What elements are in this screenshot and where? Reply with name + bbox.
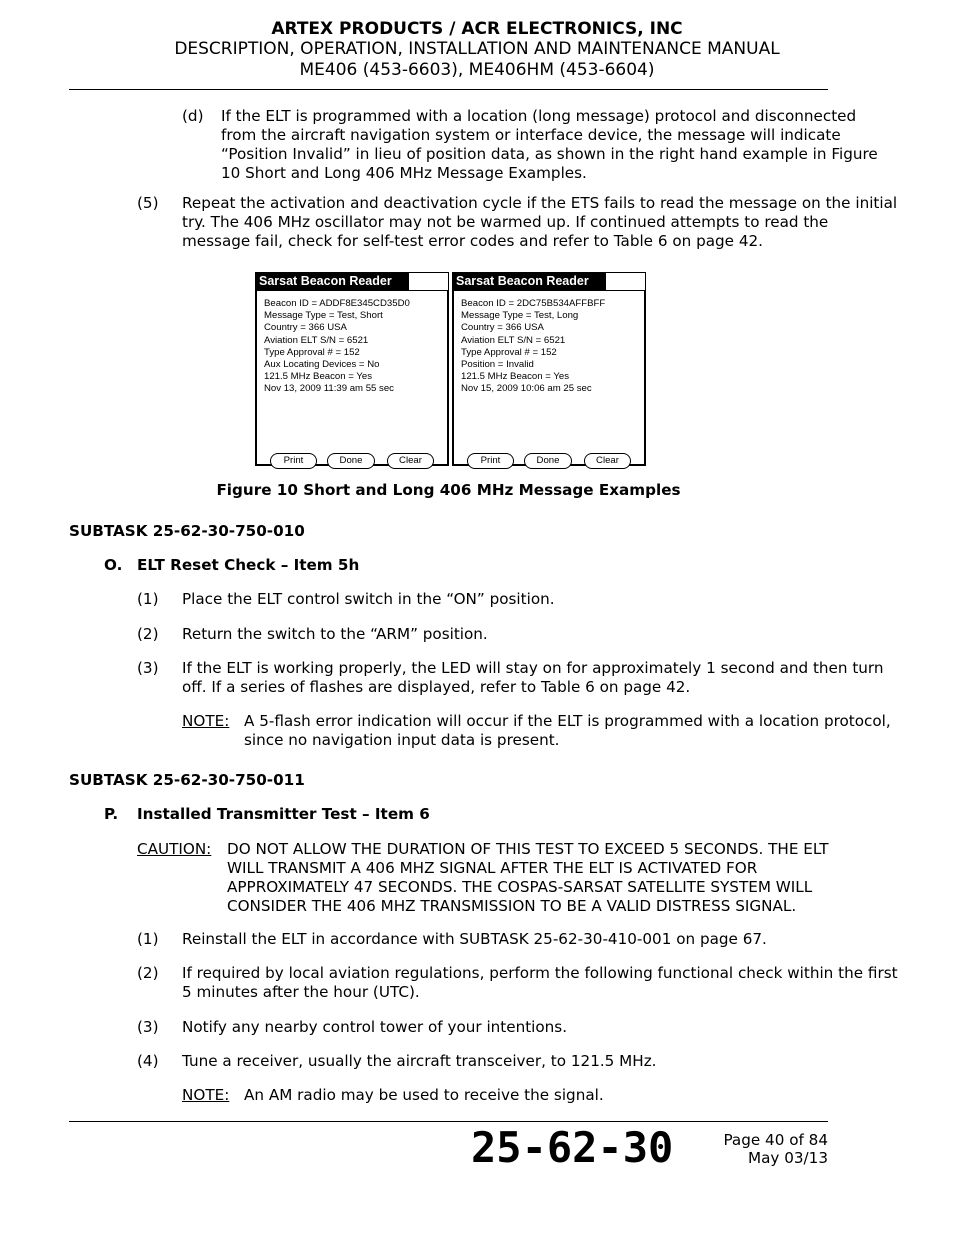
step-text xyxy=(182,964,898,1002)
header-manual-title: DESCRIPTION, OPERATION, INSTALLATION AND MAINTENANCE MANUAL xyxy=(174,39,780,59)
note-line: A 5-flash error indication will occur if the ELT is programmed with a location protocol, xyxy=(244,712,891,730)
step-label: (1) xyxy=(137,590,159,608)
step-text: Tune a receiver, usually the aircraft transceiver, to 121.5 MHz. xyxy=(182,1052,657,1070)
step-label: (4) xyxy=(137,1052,159,1070)
revision-date: May 03/13 xyxy=(748,1149,828,1167)
step-5-text xyxy=(182,194,897,251)
section-letter: P. xyxy=(104,805,119,823)
note-text xyxy=(244,712,891,750)
page-number: Page 40 of 84 xyxy=(723,1131,828,1149)
section-title: ELT Reset Check – Item 5h xyxy=(137,556,360,574)
message-line: Aviation ELT S/N = 6521 xyxy=(264,334,369,346)
panel-title: Sarsat Beacon Reader xyxy=(256,273,409,290)
step-d-line: If the ELT is programmed with a location (long message) protocol and disconnected xyxy=(221,107,857,125)
note-label: NOTE: xyxy=(182,712,230,730)
step-5-line: message fail, check for self-test error codes and refer to Table 6 on page 42. xyxy=(182,232,763,250)
beacon-reader-panel-short xyxy=(255,272,449,466)
step-text: Place the ELT control switch in the “ON” position. xyxy=(182,590,555,608)
caution-text xyxy=(227,840,829,916)
done-button[interactable]: Done xyxy=(327,453,375,469)
step-text: Notify any nearby control tower of your intentions. xyxy=(182,1018,568,1036)
step-d-text xyxy=(221,107,878,183)
doc-number: 25-62-30 xyxy=(471,1123,674,1172)
message-line: Position = Invalid xyxy=(461,359,534,370)
step-label: (3) xyxy=(137,1018,159,1036)
header-company: ARTEX PRODUCTS / ACR ELECTRONICS, INC xyxy=(271,19,683,39)
step-line: If the ELT is working properly, the LED will stay on for approximately 1 second and then turn xyxy=(182,659,884,677)
message-line: 121.5 MHz Beacon = Yes xyxy=(461,371,570,383)
print-button[interactable]: Print xyxy=(467,453,514,469)
step-line: off. If a series of flashes are displayed, refer to Table 6 on page 42. xyxy=(182,678,691,696)
caution-line: DO NOT ALLOW THE DURATION OF THIS TEST TO EXCEED 5 SECONDS. THE ELT xyxy=(227,840,829,858)
step-d-line: “Position Invalid” in lieu of position data, as shown in the right hand example in Figure xyxy=(221,145,878,163)
message-line: Message Type = Test, Short xyxy=(264,310,383,322)
step-5-label: (5) xyxy=(137,194,159,212)
print-button[interactable]: Print xyxy=(270,453,317,469)
caution-line: CONSIDER THE 406 MHZ TRANSMISSION TO BE A VALID DISTRESS SIGNAL. xyxy=(227,897,797,915)
message-line: Country = 366 USA xyxy=(461,322,544,334)
step-d-line: from the aircraft navigation system or interface device, the message will indicate xyxy=(221,126,841,144)
caution-line: WILL TRANSMIT A 406 MHZ SIGNAL AFTER THE ELT IS ACTIVATED FOR xyxy=(227,859,758,877)
message-line: Aviation ELT S/N = 6521 xyxy=(461,334,566,346)
subtask-title: SUBTASK 25-62-30-750-010 xyxy=(69,522,305,540)
caution-line: APPROXIMATELY 47 SECONDS. THE COSPAS-SARSAT SATELLITE SYSTEM WILL xyxy=(227,878,813,896)
message-line: 121.5 MHz Beacon = Yes xyxy=(264,371,373,383)
message-line: Beacon ID = 2DC75B534AFFBFF xyxy=(461,298,606,309)
step-label: (2) xyxy=(137,625,159,643)
step-text: Return the switch to the “ARM” position. xyxy=(182,625,488,643)
footer-rule xyxy=(69,1121,828,1122)
panel-message-area xyxy=(453,290,645,465)
done-button[interactable]: Done xyxy=(524,453,572,469)
header-model: ME406 (453-6603), ME406HM (453-6604) xyxy=(299,60,655,80)
message-line: Type Approval # = 152 xyxy=(264,346,360,358)
step-label: (1) xyxy=(137,930,159,948)
step-line: 5 minutes after the hour (UTC). xyxy=(182,983,420,1001)
figure-caption: Figure 10 Short and Long 406 MHz Message Examples xyxy=(216,481,681,499)
panel-title: Sarsat Beacon Reader xyxy=(453,273,606,290)
step-d-label: (d) xyxy=(182,107,204,125)
note-line: since no navigation input data is present. xyxy=(244,731,560,749)
message-line: Country = 366 USA xyxy=(264,322,347,334)
clear-button[interactable]: Clear xyxy=(387,453,434,469)
step-5-line: Repeat the activation and deactivation cycle if the ETS fails to read the message on the initial xyxy=(182,194,898,212)
step-label: (2) xyxy=(137,964,159,982)
message-line: Beacon ID = ADDF8E345CD35D0 xyxy=(264,298,410,309)
step-label: (3) xyxy=(137,659,159,677)
message-line: Aux Locating Devices = No xyxy=(264,359,380,370)
note-text: An AM radio may be used to receive the signal. xyxy=(244,1086,604,1104)
section-title: Installed Transmitter Test – Item 6 xyxy=(137,805,430,823)
step-line: If required by local aviation regulations, perform the following functional check within the first xyxy=(182,964,898,982)
section-letter: O. xyxy=(104,556,123,574)
subtask-title: SUBTASK 25-62-30-750-011 xyxy=(69,771,305,789)
step-d-line: 10 Short and Long 406 MHz Message Examples. xyxy=(221,164,587,182)
panel-message-area xyxy=(256,290,448,465)
caution-label: CAUTION: xyxy=(137,840,212,858)
clear-button[interactable]: Clear xyxy=(584,453,631,469)
note-label: NOTE: xyxy=(182,1086,230,1104)
message-line: Message Type = Test, Long xyxy=(461,310,579,322)
message-line: Type Approval # = 152 xyxy=(461,346,557,358)
message-line: Nov 13, 2009 11:39 am 55 sec xyxy=(264,383,394,395)
step-text xyxy=(182,659,884,697)
beacon-reader-panel-long xyxy=(452,272,646,466)
header-rule xyxy=(69,89,828,90)
step-text: Reinstall the ELT in accordance with SUBTASK 25-62-30-410-001 on page 67. xyxy=(182,930,767,948)
message-line: Nov 15, 2009 10:06 am 25 sec xyxy=(461,383,592,395)
step-5-line: try. The 406 MHz oscillator may not be warmed up. If continued attempts to read the xyxy=(182,213,829,231)
